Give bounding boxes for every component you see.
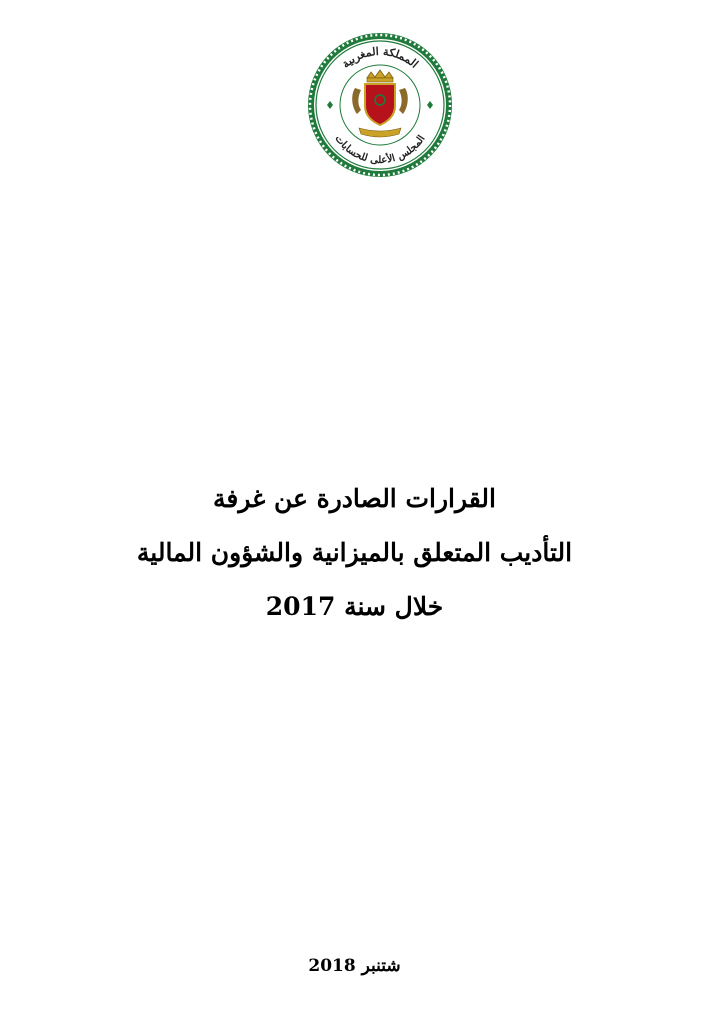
svg-text:المجلس الأعلى للحسابات: المجلس الأعلى للحسابات [332, 133, 428, 167]
title-line-3: خلال سنة 2017 [265, 592, 444, 621]
title-line-2: التأديب المتعلق بالميزانية والشؤون المالية [136, 538, 573, 567]
court-of-accounts-seal-icon [305, 30, 455, 180]
publication-date: شتنبر 2018 [308, 956, 401, 976]
svg-text:المملكة المغربية: المملكة المغربية [339, 44, 421, 71]
document-title [60, 472, 649, 634]
title-line-1: القرارات الصادرة عن غرفة [213, 484, 496, 513]
